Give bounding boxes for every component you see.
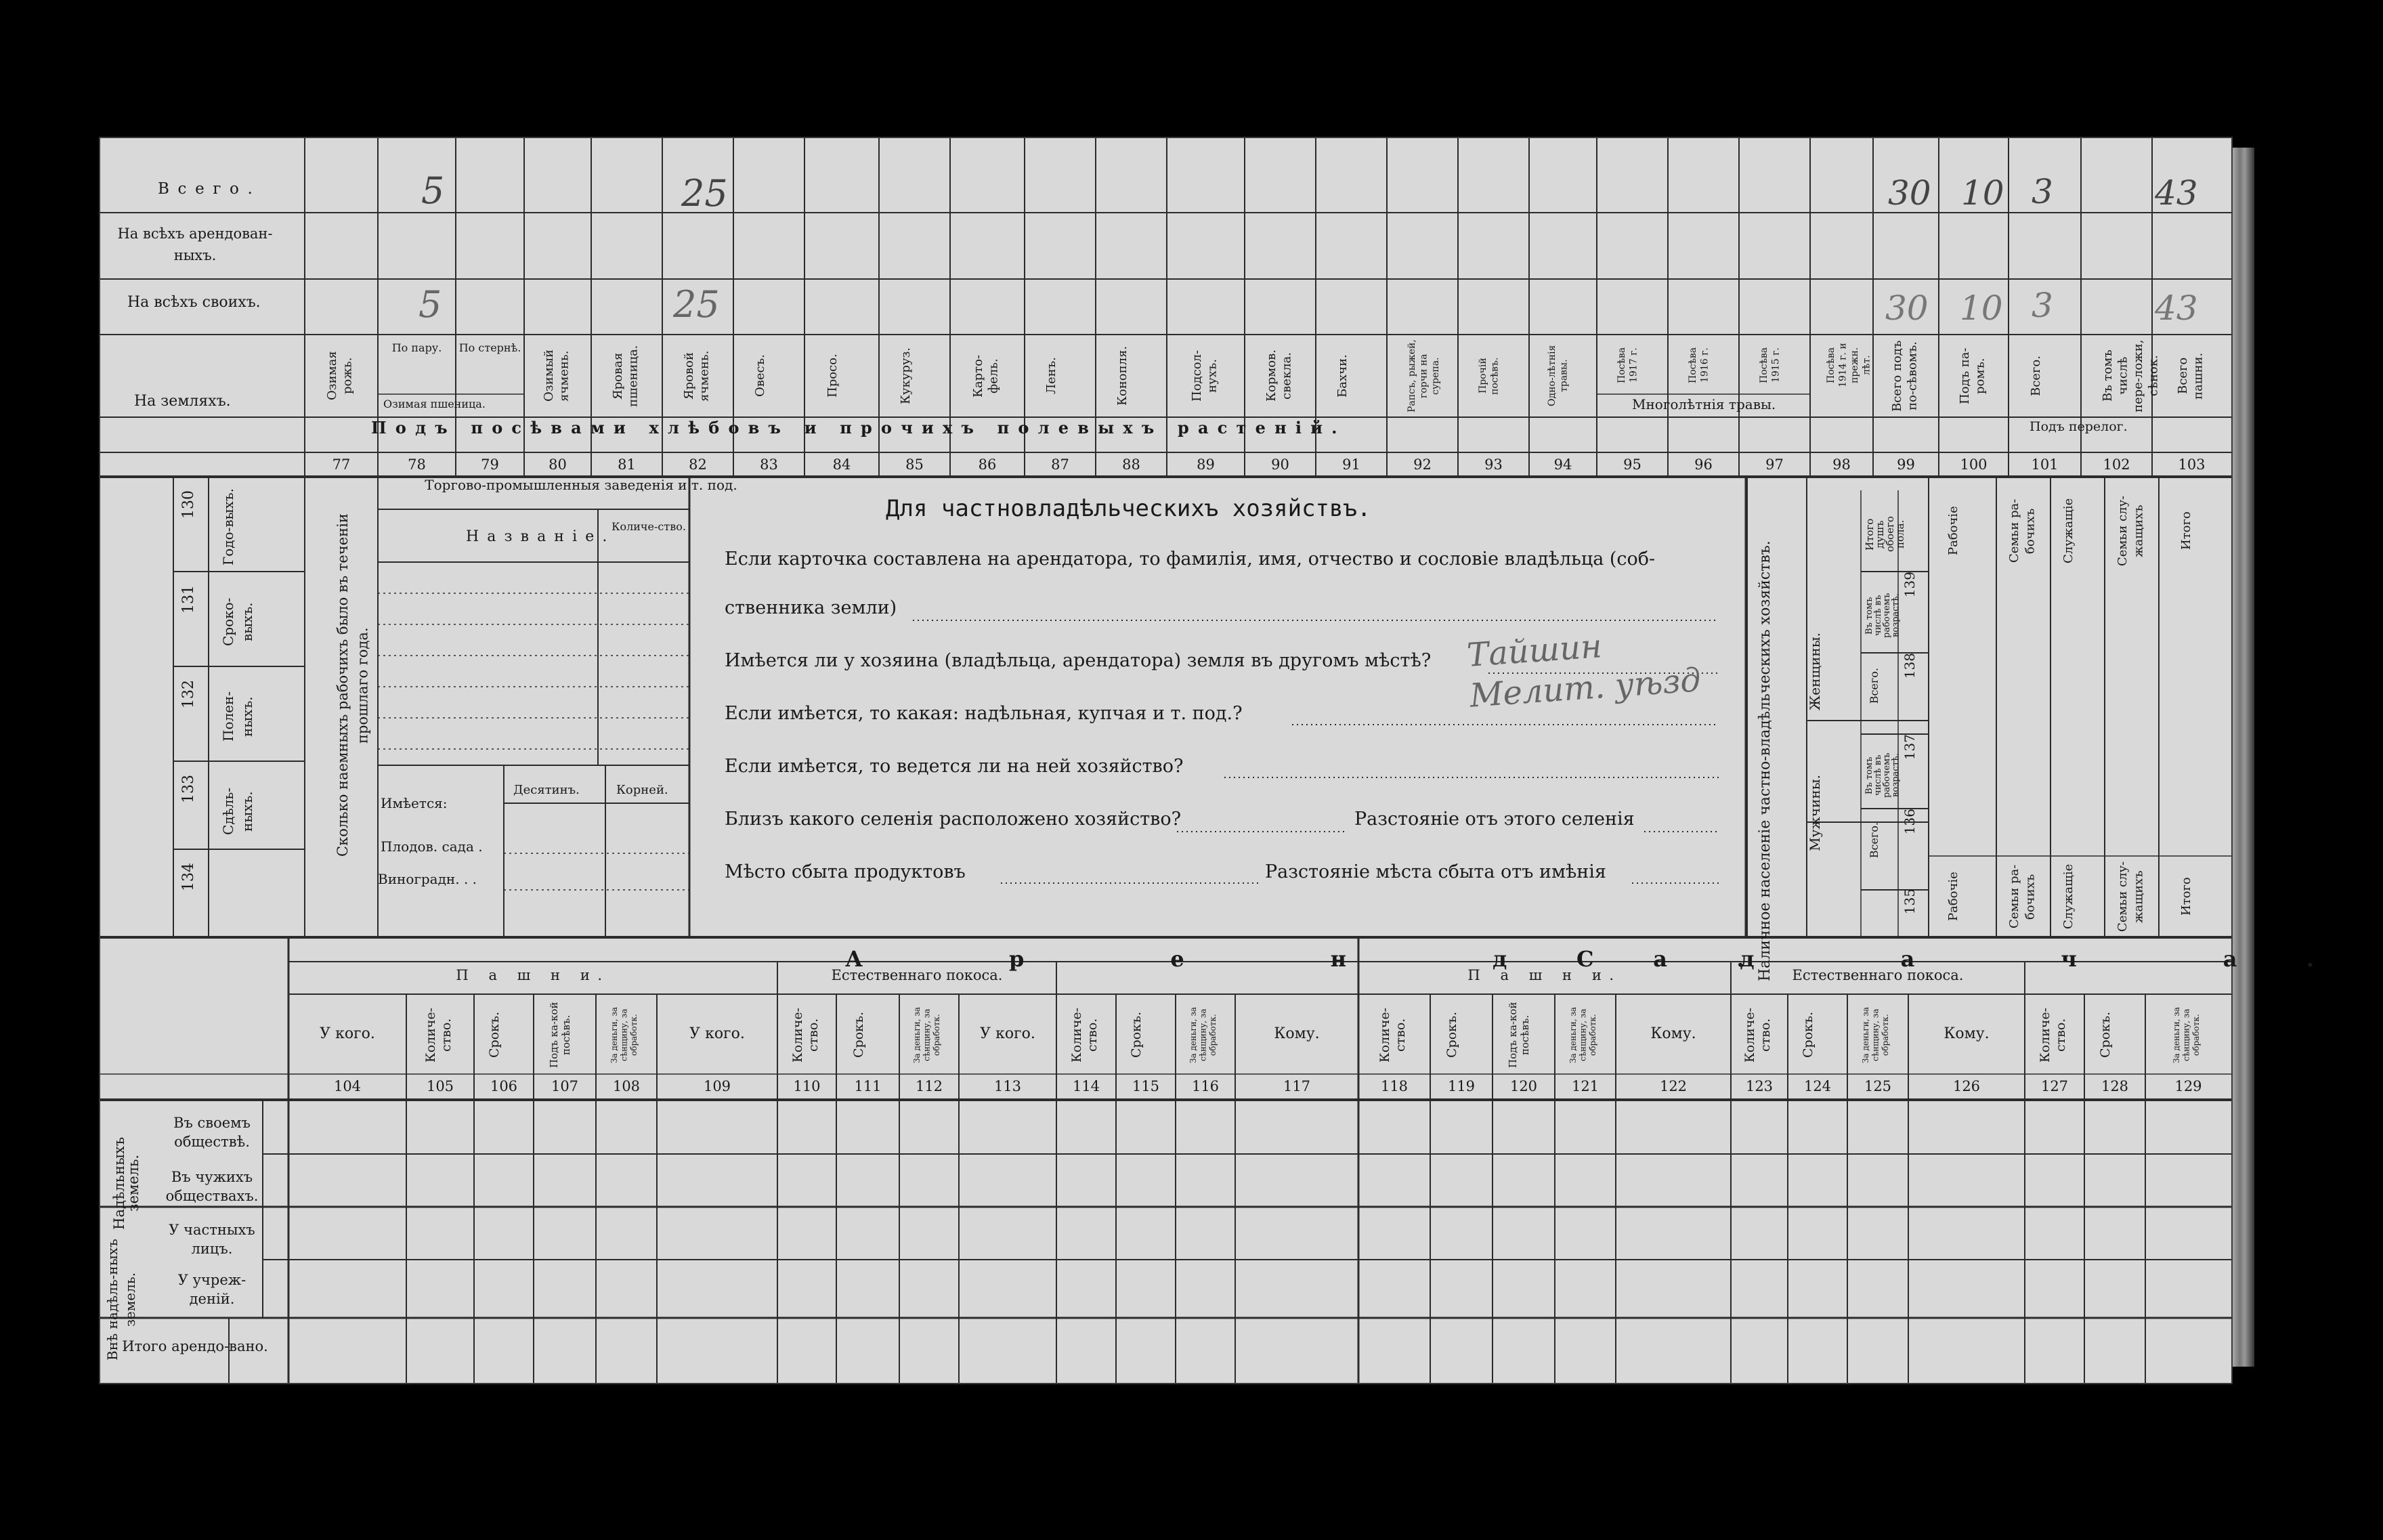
trade-name-header: Названiе. bbox=[466, 528, 616, 545]
crop-header-8: Кукуруз. bbox=[898, 347, 913, 405]
bottom-col-number-115: 115 bbox=[1132, 1078, 1160, 1094]
trade-imeetsya: Имѣется: bbox=[381, 795, 448, 811]
pop-num-139: 139 bbox=[1902, 572, 1918, 598]
group-ozimaya-pshenica: Озимая пшеница. bbox=[383, 398, 486, 410]
crop-header-26: Всего пашни. bbox=[2175, 352, 2205, 400]
private-q2: Имѣется ли у хозяина (владѣльца, арендатора) земля въ другомъ мѣстѣ? bbox=[725, 650, 1432, 671]
col-number-81: 81 bbox=[618, 456, 636, 473]
bottom-col-number-127: 127 bbox=[2040, 1078, 2069, 1094]
group-perelog: Подъ перелог. bbox=[2030, 419, 2128, 434]
crop-header-6: Овесъ. bbox=[752, 354, 767, 398]
col-number-99: 99 bbox=[1897, 456, 1915, 473]
bottom-col-number-123: 123 bbox=[1745, 1078, 1774, 1094]
bottom-col-number-118: 118 bbox=[1380, 1078, 1409, 1094]
bottom-col-21-head: За деньги, за сѣнщину, за обработк. bbox=[1861, 1006, 1890, 1063]
private-q5: Близъ какого селенiя расположено хозяйство? bbox=[725, 809, 1182, 830]
pop-col-0-bottom: Рабочiе bbox=[1946, 872, 1960, 922]
bottom-col-24-head: Срокъ. bbox=[2098, 1011, 2113, 1058]
hw-svoikh-78: 5 bbox=[418, 283, 442, 326]
col-number-103: 103 bbox=[2178, 456, 2206, 473]
crop-header-16: Прочiй посѣвъ. bbox=[1477, 357, 1500, 395]
bottom-col-10-head: Количе-ство. bbox=[1069, 1007, 1100, 1063]
hw-svoikh-103: 43 bbox=[2155, 288, 2198, 328]
bottom-pokosa-sdacha: Естественнаго покоса. bbox=[1792, 967, 1964, 983]
col-number-96: 96 bbox=[1694, 456, 1713, 473]
pop-num-135: 135 bbox=[1902, 889, 1918, 915]
row-v-chuzhikh: Въ чужихъ обществахъ. bbox=[165, 1169, 259, 1205]
bottom-col-number-119: 119 bbox=[1447, 1078, 1476, 1094]
crop-header-17: Одно-лѣтнiя травы. bbox=[1547, 345, 1570, 407]
private-q6b: Разстоянiе мѣста сбыта отъ имѣнiя bbox=[1265, 861, 1606, 882]
bottom-col-number-110: 110 bbox=[793, 1078, 821, 1094]
trade-vinograd: Виноградн. . . bbox=[378, 871, 477, 887]
group-mnogoletnie: Многолѣтнiя травы. bbox=[1632, 396, 1776, 412]
col-number-88: 88 bbox=[1122, 456, 1140, 473]
row-label-svoikh: На всѣхъ своихъ. bbox=[127, 294, 261, 311]
pop-col-2-bottom: Служащiе bbox=[2061, 863, 2076, 930]
hw-vsego-101: 3 bbox=[2032, 172, 2053, 211]
bottom-col-11-head: Срокъ. bbox=[1129, 1011, 1144, 1058]
hw-vsego-82: 25 bbox=[681, 172, 728, 215]
row-v-svoem: Въ своемъ обществѣ. bbox=[173, 1115, 251, 1151]
crop-header-0: Озимая рожь. bbox=[325, 351, 355, 401]
bottom-col-number-122: 122 bbox=[1659, 1078, 1688, 1094]
col-number-84: 84 bbox=[832, 456, 851, 473]
col-number-86: 86 bbox=[978, 456, 997, 473]
pop-col-1-top: Семьи ра-бочихъ bbox=[2007, 498, 2038, 563]
crop-header-12: Подсол-нухъ. bbox=[1189, 349, 1219, 402]
trade-korney: Корней. bbox=[616, 783, 668, 797]
crop-header-23: Подъ па-ромъ. bbox=[1957, 347, 1987, 404]
private-q6: Мѣсто сбыта продуктовъ bbox=[725, 861, 966, 882]
hired-row-133: Сдѣль-ныхъ. bbox=[220, 787, 255, 836]
hired-num-132: 132 bbox=[180, 680, 197, 708]
col-number-78: 78 bbox=[408, 456, 426, 473]
hired-num-134: 134 bbox=[180, 863, 197, 891]
pop-col-2-top: Служащiе bbox=[2061, 498, 2076, 564]
row-itogo: Итого арендо-вано. bbox=[122, 1338, 268, 1354]
bottom-col-23-head: Количе-ство. bbox=[2038, 1007, 2068, 1063]
hired-num-130: 130 bbox=[180, 490, 197, 519]
crop-header-2: По стернѣ. bbox=[458, 341, 521, 354]
hired-row-131: Сроко-выхъ. bbox=[220, 597, 255, 646]
pop-col-0-top: Рабочiе bbox=[1946, 506, 1960, 556]
bottom-col-20-head: Срокъ. bbox=[1801, 1011, 1816, 1058]
col-number-85: 85 bbox=[905, 456, 924, 473]
bottom-col-number-120: 120 bbox=[1509, 1078, 1538, 1094]
col-number-97: 97 bbox=[1765, 456, 1784, 473]
bottom-col-number-128: 128 bbox=[2101, 1078, 2129, 1094]
bottom-pashni-sdacha: П а ш н и. bbox=[1467, 967, 1622, 983]
pop-zh-rabochego: Въ томъ числѣ въ рабочемъ возрастѣ. bbox=[1864, 593, 1901, 639]
bottom-pokosa-arenda: Естественнаго покоса. bbox=[831, 967, 1003, 983]
crop-header-11: Конопля. bbox=[1115, 345, 1130, 406]
pod-posevami-banner: Подъ посѣвами хлѣбовъ и прочихъ полевыхъ растенiй. bbox=[371, 418, 1346, 437]
bottom-col-5-head: У кого. bbox=[689, 1025, 745, 1042]
trade-sad: Плодов. сада . bbox=[381, 838, 483, 855]
col-number-77: 77 bbox=[332, 456, 351, 473]
bottom-col-number-126: 126 bbox=[1952, 1078, 1981, 1094]
card-stack-edge bbox=[2230, 148, 2254, 1367]
bottom-col-number-125: 125 bbox=[1864, 1078, 1892, 1094]
bottom-col-6-head: Количе-ство. bbox=[790, 1007, 821, 1063]
col-number-91: 91 bbox=[1342, 456, 1360, 473]
bottom-col-19-head: Количе-ство. bbox=[1742, 1007, 1773, 1063]
hw-vsego-99: 30 bbox=[1888, 173, 1931, 213]
private-q3: Если имѣется, то какая: надѣльная, купчая и т. под.? bbox=[725, 703, 1243, 724]
crop-header-22: Всего подъ по-сѣвомъ. bbox=[1889, 340, 1919, 412]
bottom-col-9-head: У кого. bbox=[980, 1025, 1035, 1042]
bottom-col-15-head: Срокъ. bbox=[1444, 1011, 1459, 1058]
bottom-col-number-121: 121 bbox=[1571, 1078, 1600, 1094]
bottom-col-number-124: 124 bbox=[1803, 1078, 1832, 1094]
bottom-col-number-104: 104 bbox=[333, 1078, 362, 1094]
col-number-94: 94 bbox=[1553, 456, 1572, 473]
col-number-87: 87 bbox=[1051, 456, 1069, 473]
bottom-col-22-head: Кому. bbox=[1944, 1025, 1990, 1042]
crop-header-24: Всего. bbox=[2028, 356, 2043, 396]
hired-row-130: Годо-выхъ. bbox=[220, 488, 236, 565]
pop-zhenshchiny: Женщины. bbox=[1807, 633, 1823, 711]
trade-desyatin: Десятинъ. bbox=[513, 783, 580, 797]
pop-muzhchiny: Мужчины. bbox=[1807, 775, 1823, 851]
bottom-col-0-head: У кого. bbox=[320, 1025, 375, 1042]
crop-header-20: Посѣва 1915 г. bbox=[1758, 347, 1781, 383]
bottom-col-3-head: Подъ ка-кой посѣвъ. bbox=[548, 1002, 572, 1068]
bottom-col-4-head: За деньги, за сѣнщину, за обработк. bbox=[609, 1006, 639, 1063]
private-q1a: Если карточка составлена на арендатора, то фамилiя, имя, отчество и сословiе владѣльца (соб- bbox=[725, 549, 1656, 570]
bottom-col-2-head: Срокъ. bbox=[487, 1011, 502, 1058]
bottom-col-18-head: Кому. bbox=[1650, 1025, 1696, 1042]
col-number-83: 83 bbox=[760, 456, 778, 473]
row-label-na-zemlyakh: На земляхъ. bbox=[134, 393, 231, 410]
bottom-col-number-108: 108 bbox=[612, 1078, 641, 1094]
pop-col-3-bottom: Семьи слу-жащихъ bbox=[2116, 861, 2146, 933]
hw-other-land-answer: Тайшин Мелит. уѣзд bbox=[1465, 627, 1702, 715]
col-number-79: 79 bbox=[481, 456, 499, 473]
col-number-102: 102 bbox=[2103, 456, 2130, 473]
crop-header-25: Въ томъ числѣ пере-ложи, сѣнок. bbox=[2100, 339, 2160, 412]
crop-header-3: Озимый ячмень. bbox=[541, 349, 571, 402]
pop-m-vsego: Всего. bbox=[1868, 822, 1881, 859]
crop-header-18: Посѣва 1917 г. bbox=[1616, 347, 1639, 383]
bottom-col-number-109: 109 bbox=[703, 1078, 731, 1094]
row-u-uchrezh: У учреж-денiй. bbox=[177, 1272, 246, 1308]
col-number-101: 101 bbox=[2031, 456, 2059, 473]
hired-workers-title: Сколько наемныхъ рабочихъ было въ теченiи прошлаго года. bbox=[335, 513, 371, 857]
private-q5b: Разстоянiе отъ этого селенiя bbox=[1354, 809, 1635, 830]
crop-header-9: Карто-фель. bbox=[971, 354, 1001, 398]
bottom-col-7-head: Срокъ. bbox=[851, 1011, 866, 1058]
hw-svoikh-82: 25 bbox=[673, 283, 720, 326]
col-number-80: 80 bbox=[549, 456, 567, 473]
pop-m-rabochego: Въ томъ числѣ въ рабочемъ возрастѣ. bbox=[1864, 752, 1901, 798]
arenda-banner: А р е н д а. bbox=[845, 946, 1813, 972]
private-title: Для частновладѣльческихъ хозяйствъ. bbox=[886, 495, 1371, 522]
pop-num-137: 137 bbox=[1902, 734, 1918, 761]
pop-itogo-dush: Итого душъ обоего пола. bbox=[1864, 516, 1906, 553]
nadelnykh-label: Надѣльныхъ земель. bbox=[111, 1136, 142, 1230]
crop-header-5: Яровой ячмень. bbox=[681, 350, 711, 402]
pop-col-1-bottom: Семьи ра-бочихъ bbox=[2007, 864, 2038, 929]
bottom-col-12-head: За деньги, за сѣнщину, за обработк. bbox=[1188, 1006, 1218, 1063]
trade-title: Торгово-промышленныя заведенiя и т. под. bbox=[425, 477, 737, 493]
hw-vsego-100: 10 bbox=[1961, 173, 2004, 213]
private-q1b: ственника земли) bbox=[725, 597, 897, 618]
private-q4: Если имѣется, то ведется ли на ней хозяйство? bbox=[725, 756, 1184, 777]
trade-qty-header: Количе-ство. bbox=[611, 520, 686, 533]
hw-svoikh-99: 30 bbox=[1885, 288, 1929, 328]
row-label-arendovan: На всѣхъ арендован- ныхъ. bbox=[117, 226, 273, 263]
bottom-col-number-106: 106 bbox=[490, 1078, 518, 1094]
bottom-col-number-116: 116 bbox=[1191, 1078, 1220, 1094]
col-number-95: 95 bbox=[1623, 456, 1641, 473]
bottom-col-13-head: Кому. bbox=[1274, 1025, 1320, 1042]
sdacha-banner: С д а ч а. bbox=[1576, 946, 2383, 972]
pop-num-138: 138 bbox=[1902, 653, 1918, 679]
crop-header-19: Посѣва 1916 г. bbox=[1687, 347, 1710, 383]
hw-vsego-78: 5 bbox=[421, 169, 445, 212]
hw-vsego-103: 43 bbox=[2155, 173, 2198, 213]
pop-col-3-top: Семьи слу-жащихъ bbox=[2116, 495, 2146, 567]
row-label-vsego: Всего. bbox=[158, 180, 261, 198]
bottom-col-number-113: 113 bbox=[993, 1078, 1022, 1094]
crop-header-14: Бахчи. bbox=[1335, 354, 1350, 398]
crop-header-4: Яровая пшеница. bbox=[610, 345, 640, 407]
col-number-82: 82 bbox=[689, 456, 707, 473]
col-number-93: 93 bbox=[1484, 456, 1503, 473]
col-number-98: 98 bbox=[1832, 456, 1851, 473]
bottom-col-17-head: За деньги, за сѣнщину, за обработк. bbox=[1568, 1006, 1597, 1063]
bottom-col-14-head: Количе-ство. bbox=[1377, 1007, 1408, 1063]
bottom-pashni-arenda: П а ш н и. bbox=[456, 967, 610, 983]
col-number-100: 100 bbox=[1960, 456, 1988, 473]
row-u-chastnykh: У частныхъ лицъ. bbox=[169, 1222, 255, 1258]
crop-header-10: Ленъ. bbox=[1044, 357, 1058, 395]
bottom-col-number-112: 112 bbox=[915, 1078, 943, 1094]
bottom-col-16-head: Подъ ка-кой посѣвъ. bbox=[1507, 1002, 1531, 1068]
vne-nadelnykh-label: Внѣ надѣль-ныхъ земель. bbox=[104, 1239, 138, 1361]
crop-header-7: Просо. bbox=[825, 354, 840, 398]
hired-num-131: 131 bbox=[180, 585, 197, 614]
bottom-col-25-head: За деньги, за сѣнщину, за обработк. bbox=[2171, 1006, 2201, 1063]
crop-header-21: Посѣва 1914 г. и прежн. лѣт. bbox=[1825, 343, 1872, 387]
col-number-89: 89 bbox=[1197, 456, 1215, 473]
bottom-col-number-129: 129 bbox=[2174, 1078, 2202, 1094]
crop-header-13: Кормов. свекла. bbox=[1264, 349, 1293, 402]
hired-row-132: Полен-ныхъ. bbox=[220, 691, 255, 742]
bottom-col-number-117: 117 bbox=[1283, 1078, 1311, 1094]
bottom-col-number-105: 105 bbox=[426, 1078, 454, 1094]
census-card bbox=[99, 137, 2383, 1384]
bottom-col-number-114: 114 bbox=[1072, 1078, 1100, 1094]
population-title: Наличное населенiе частно-владѣльческихъ хозяйствъ. bbox=[1757, 540, 1774, 982]
bottom-col-1-head: Количе-ство. bbox=[423, 1007, 454, 1063]
pop-col-4-bottom: Итого bbox=[2178, 877, 2193, 916]
crop-header-1: По пару. bbox=[391, 341, 442, 354]
bottom-col-8-head: За деньги, за сѣнщину, за обработк. bbox=[912, 1006, 941, 1063]
hw-svoikh-100: 10 bbox=[1960, 288, 2003, 328]
pop-col-4-top: Итого bbox=[2178, 511, 2193, 551]
crop-header-15: Рапсъ, рыжей, горчи на сурепа. bbox=[1406, 339, 1441, 412]
col-number-92: 92 bbox=[1413, 456, 1432, 473]
pop-num-136: 136 bbox=[1902, 809, 1918, 835]
col-number-90: 90 bbox=[1271, 456, 1289, 473]
bottom-col-number-111: 111 bbox=[854, 1078, 882, 1094]
bottom-col-number-107: 107 bbox=[551, 1078, 579, 1094]
pop-zh-vsego: Всего. bbox=[1868, 668, 1881, 704]
hw-svoikh-101: 3 bbox=[2032, 286, 2053, 325]
hired-num-133: 133 bbox=[180, 775, 197, 803]
